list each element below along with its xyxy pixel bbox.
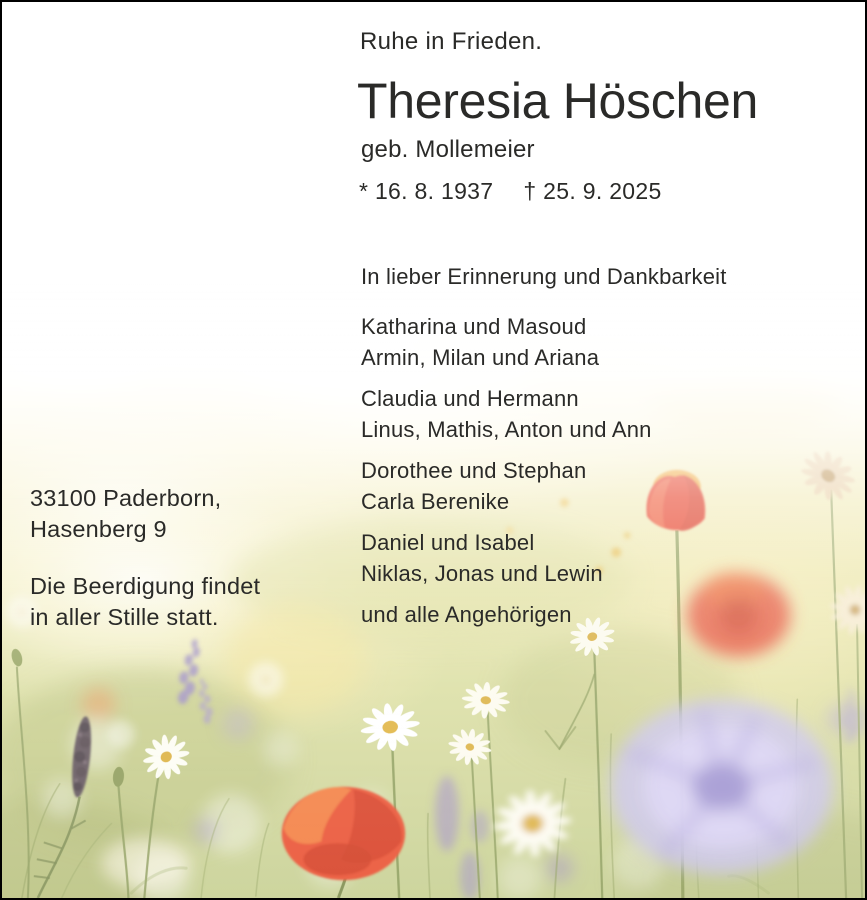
mourner-couple-line: Katharina und Masoud [361,314,587,339]
death-cross-symbol: † [523,178,537,204]
mourner-couple-line: Daniel und Isabel [361,530,535,555]
mourner-couple-line: Dorothee und Stephan [361,458,587,483]
closing-line: und alle Angehörigen [361,602,572,627]
address-block [30,483,221,545]
mourner-children-line: Armin, Milan und Ariana [361,345,600,370]
funeral-line-1: Die Beerdigung findet [30,573,261,599]
mourner-group [361,311,652,373]
mourner-children-line: Niklas, Jonas und Lewin [361,561,603,586]
funeral-line-2: in aller Stille statt. [30,604,219,630]
mourner-group [361,527,652,589]
mourner-children-line: Linus, Mathis, Anton und Ann [361,417,652,442]
birth-date: * 16. 8. 1937 [359,178,494,204]
life-dates [359,178,662,205]
address-city: 33100 Paderborn, [30,485,222,511]
tribute-line: In lieber Erinnerung und Dankbarkeit [361,264,727,289]
address-street: Hasenberg 9 [30,516,167,542]
epitaph-line: Ruhe in Frieden. [360,28,543,55]
deceased-name: Theresia Höschen [357,73,758,129]
mourner-group [361,383,652,445]
birth-star-symbol: * [359,178,369,204]
mourner-couple-line: Claudia und Hermann [361,386,579,411]
funeral-note [30,571,260,633]
mourner-children-line: Carla Berenike [361,489,510,514]
mourners-list [361,311,652,630]
mourner-group [361,455,652,517]
death-date: † 25. 9. 2025 [523,178,662,204]
maiden-name: geb. Mollemeier [361,136,535,163]
